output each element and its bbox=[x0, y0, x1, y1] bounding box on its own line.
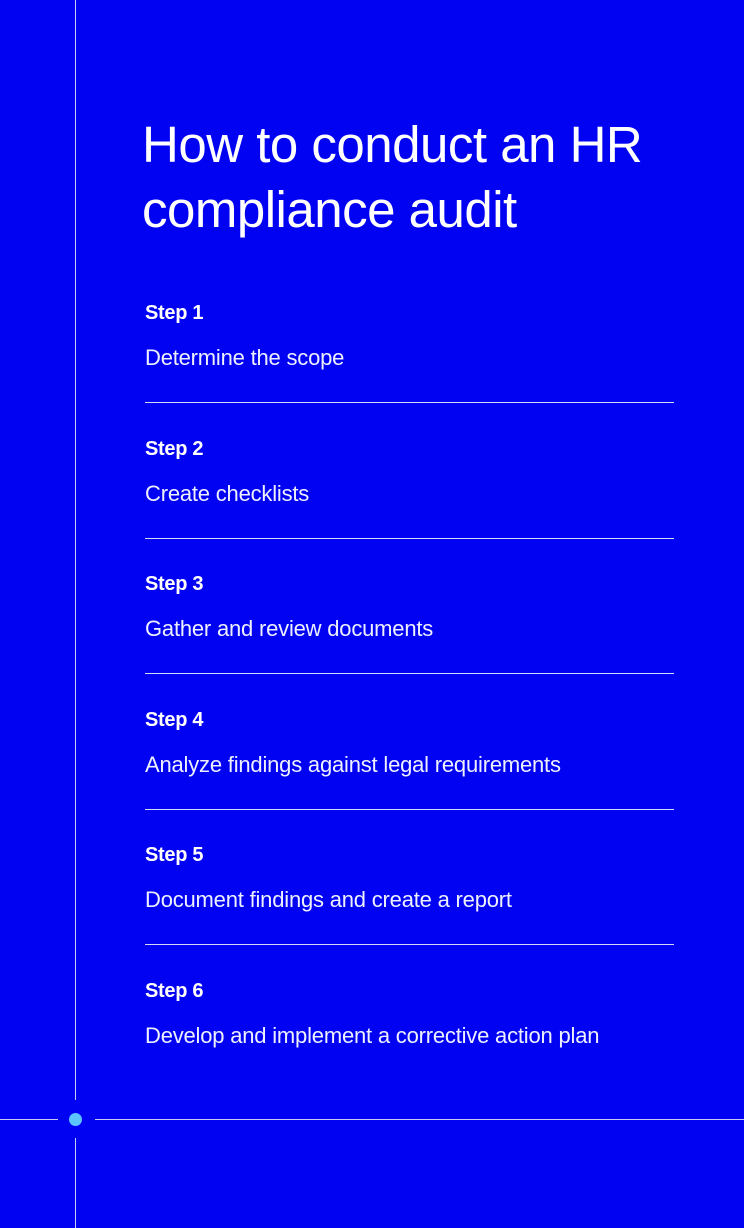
vertical-guide-line bbox=[75, 0, 76, 1100]
step-label: Step 2 bbox=[145, 437, 204, 460]
step-item bbox=[145, 840, 674, 976]
step-divider bbox=[145, 944, 674, 945]
steps-list bbox=[145, 298, 674, 1111]
intersection-dot-icon bbox=[69, 1113, 82, 1126]
step-item bbox=[145, 298, 674, 434]
step-divider bbox=[145, 809, 674, 810]
step-label: Step 3 bbox=[145, 573, 204, 595]
step-item bbox=[145, 705, 674, 841]
horizontal-guide-line-right bbox=[95, 1119, 744, 1120]
step-text: Gather and review documents bbox=[145, 616, 434, 641]
step-text: Document findings and create a report bbox=[145, 887, 512, 912]
step-divider bbox=[145, 673, 674, 674]
step-divider bbox=[145, 538, 674, 539]
step-divider bbox=[145, 402, 674, 403]
step-label: Step 1 bbox=[145, 302, 204, 324]
step-text: Develop and implement a corrective action plan bbox=[145, 1022, 600, 1048]
step-label: Step 6 bbox=[145, 979, 204, 1002]
step-item bbox=[145, 434, 674, 570]
horizontal-guide-line-left bbox=[0, 1119, 58, 1120]
step-item bbox=[145, 569, 674, 705]
step-text: Create checklists bbox=[145, 480, 310, 506]
step-item bbox=[145, 976, 674, 1112]
step-label: Step 4 bbox=[145, 708, 204, 731]
step-text: Determine the scope bbox=[145, 345, 345, 370]
page-title: How to conduct an HR compliance audit bbox=[142, 116, 643, 238]
vertical-guide-line-lower bbox=[75, 1138, 76, 1228]
step-label: Step 5 bbox=[145, 844, 204, 866]
step-text: Analyze findings against legal requirements bbox=[145, 751, 561, 777]
